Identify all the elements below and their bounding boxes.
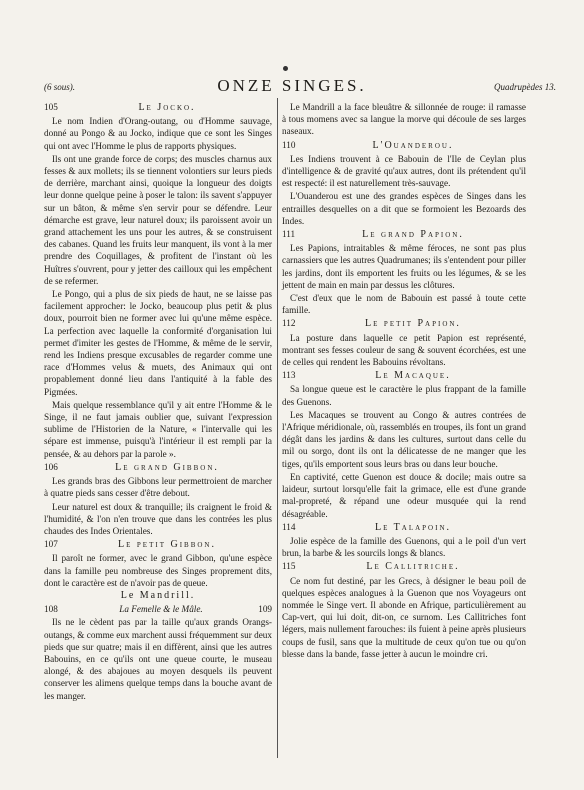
entry-number: 105 — [44, 102, 58, 112]
paragraph: La posture dans laquelle ce petit Papion est représenté, montrant ses fesses couleur de sang & souvent écorchées, est une de celles qui rendent les Babouins révoltans. — [282, 332, 526, 368]
paragraph: Ils ont une grande force de corps; des muscles charnus aux fesses & aux mollets; ils se tiennent volontiers sur leurs pieds de derrière, marchant ainsi, quoique la longueur des doigts leur donne quelque peine à poser le talon: ils savent s'appuyer sur un bâton, & même s'en servir pour se défendre. Leur démarche est grave, leur naturel doux; ils paroissent avoir un grand attachement les uns pour les autres, & se construisent des cabanes. Quand les fruits leur manquent, ils vont à la mer prendre des Coquillages, & profitent de l'instant où les Huîtres s'ouvrent, pour y jetter des cailloux qui les empêchent de se refermer. — [44, 153, 272, 286]
right-column — [282, 100, 526, 661]
paragraph: Mais quelque ressemblance qu'il y ait entre l'Homme & le Singe, il ne faut jamais oublier que, suivant l'expression sublime de l'Historien de la Nature, « l'intervalle qui les sépare est immense, puisqu'à l'intérieur il est rempli par la pensée, & au dehors par la parole ». — [44, 399, 272, 459]
entry-heading-115 — [282, 560, 526, 573]
paragraph: Le Pongo, qui a plus de six pieds de haut, ne se laisse pas facilement approcher: le Jocko, beaucoup plus petit & plus doux, pourroit bien ne former avec lui qu'une même espèce. La perfection avec laquelle la conformité d'organisation lui permet d'imiter les gestes de l'Homme, & même de le servir, rend les Indiens presque excusables de regarder comme une race d'Hommes velus & muets, des Animaux qui ont propablement donné lieu dans l'antiquité à la fable des Pigmées. — [44, 289, 272, 397]
paragraph: L'Ouanderou est une des grandes espèces de Singes dans les entrailles desquelles on a dit que se formoient les Bezoards des Indes. — [282, 191, 526, 226]
entry-number: 109 — [258, 604, 272, 615]
paragraph: Les Macaques se trouvent au Congo & autres contrées de l'Afrique méridionale, où, rassemblés en troupes, ils font un grand dégât dans les jardins & dans les cultures, surtout dans celle du mil ou sorgo, dont ils ont la délicatesse de ne manger que les tiges, qu'ils emportent sous leurs bras ou dans leur bouche. — [282, 409, 526, 469]
page-dot-mark — [283, 66, 288, 71]
paragraph: Les grands bras des Gibbons leur permettroient de marcher à quatre pieds sans cesser d'être debout. — [44, 476, 272, 499]
paragraph: Ce nom fut destiné, par les Grecs, à désigner le beau poil de quelques espèces analogues à la Guenon que nos Voyageurs ont nommée le Singe vert. Il abonde en Afrique, particulièrement au Cap-vert, qui lui doit, dit-on, ce surnom. Les Callitriches font légers, mais nullement farouches: ils fuient à peine après plusieurs coups de fusil, sans que la multitude de ceux qu'on tue ou qu'on blesse dans la bande, fasse jetter à aucun le moindre cri. — [282, 575, 526, 659]
entry-number: 110 — [282, 139, 296, 150]
paragraph: Jolie espèce de la famille des Guenons, qui a le poil d'un vert brun, la barbe & les sourcils longs & blancs. — [282, 535, 526, 559]
paragraph: Sa longue queue est le caractère le plus frappant de la famille des Guenons. — [282, 384, 526, 407]
entry-heading-107 — [44, 538, 272, 551]
entry-number: 112 — [282, 318, 296, 329]
left-column — [44, 100, 272, 703]
entry-number: 114 — [282, 521, 296, 532]
page-title: ONZE SINGES. — [217, 76, 367, 95]
entry-title: Le grand Papion. — [362, 229, 464, 241]
entry-heading-112 — [282, 317, 526, 330]
entry-number: 106 — [44, 461, 58, 472]
column-divider — [277, 98, 278, 758]
paragraph: Les Indiens trouvent à ce Babouin de l'Ile de Ceylan plus d'intelligence & de gravité qu'aux autres, dont ils prétendent qu'il est respecté: il est naturellement très-sauvage. — [282, 153, 526, 189]
entry-heading-105 — [44, 101, 272, 114]
paragraph: En captivité, cette Guenon est douce & docile; mais outre sa laideur, surtout lorsqu'elle fait la grimace, elle est d'une grande mal-propreté, & répand une odeur musquée qui la rend désagréable. — [282, 471, 526, 519]
paragraph: Il paroît ne former, avec le grand Gibbon, qu'une espèce dans la famille peu nombreuse des Singes proprement dits, dont le caractère est de n'avoir pas de queue. — [44, 553, 272, 588]
entry-number: 115 — [282, 561, 296, 572]
entry-heading-106 — [44, 461, 272, 474]
paragraph: C'est d'eux que le nom de Babouin est passé à toute cette famille. — [282, 293, 526, 316]
entry-heading-111 — [282, 228, 526, 241]
paragraph: Le nom Indien d'Orang-outang, ou d'Homme sauvage, donné au Pongo & au Jocko, indique que ce sont les Singes qui ont avec l'Homme le plus de rapports physiques. — [44, 116, 272, 151]
paragraph: Le Mandrill a la face bleuâtre & sillonnée de rouge: il ramasse à tous momens avec sa langue la morve qui découle de ses larges naseaux. — [282, 102, 526, 137]
entry-number: 107 — [44, 539, 58, 550]
entry-title: Le grand Gibbon. — [115, 461, 219, 473]
entry-number: 108 — [44, 604, 58, 615]
entry-title: Le petit Papion. — [365, 318, 461, 330]
paragraph: Les Papions, intraitables & même féroces, ne sont pas plus carnassiers que les autres Quadrumanes; ils s'entendent pour piller les jardins, dont ils emportent les fruits ou les légumes, & se les jettent de main en main par dessus les clôtures. — [282, 243, 526, 290]
header-price: (6 sous). — [44, 82, 75, 92]
entry-title: Le Talapoin. — [374, 521, 452, 533]
entry-title: Le Macaque. — [375, 370, 451, 382]
entry-number: 113 — [282, 370, 296, 381]
entry-title: Le Jocko. — [138, 102, 196, 113]
paragraph: Leur naturel est doux & tranquille; ils craignent le froid & l'humidité, & l'on n'en trouve que dans les contrées les plus chaudes des Indes Orientales. — [44, 501, 272, 536]
entry-subheading-108-109 — [44, 603, 272, 615]
entry-heading-110 — [282, 139, 526, 152]
entry-title-mandrill: Le Mandrill. — [120, 589, 196, 601]
header-section-page: Quadrupèdes 13. — [494, 82, 556, 92]
entry-title: L'Ouanderou. — [372, 139, 454, 151]
entry-subtitle: La Femelle & le Mâle. — [119, 604, 203, 615]
entry-title: Le petit Gibbon. — [118, 539, 216, 551]
entry-title: Le Callitriche. — [366, 561, 460, 573]
entry-heading-113 — [282, 369, 526, 382]
entry-number: 111 — [282, 229, 296, 240]
paragraph: Ils ne le cèdent pas par la taille qu'aux grands Orangs-outangs, & comme eux marchent aussi fréquemment sur deux pieds que sur quatre; mais il en diffèrent, ainsi que les autres Babouins, en ce qu'ils ont une queue courte, le museau alongé, & des abajoues au moyen desquels ils peuvent conserver les alimens quelque temps dans la bouche avant de les manger. — [44, 617, 272, 701]
entry-heading-114 — [282, 521, 526, 534]
